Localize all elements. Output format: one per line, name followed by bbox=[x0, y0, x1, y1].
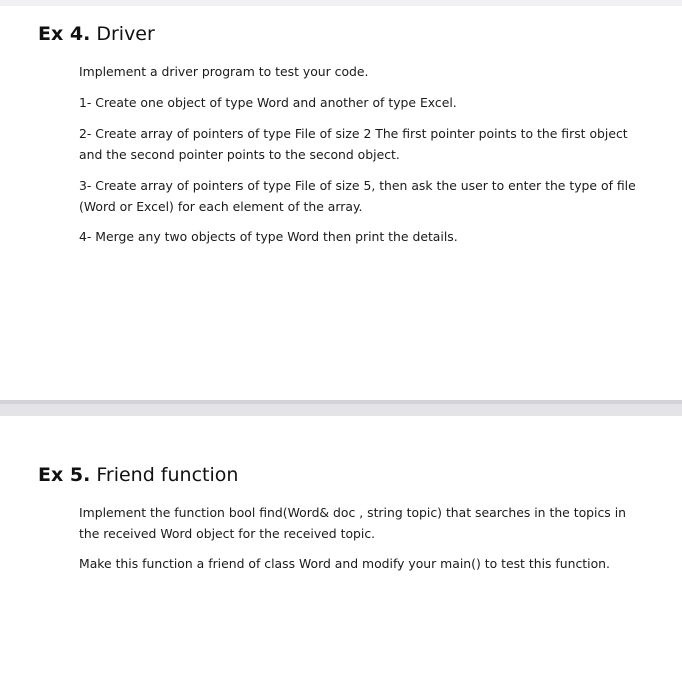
page-ex4 bbox=[0, 6, 682, 400]
ex4-paragraph-step-2: 2- Create array of pointers of type File of size 2 The first pointer points to the first object and the second pointer points to the second object. bbox=[79, 126, 628, 162]
ex5-paragraph-friend: Make this function a friend of class Word and modify your main() to test this function. bbox=[79, 556, 610, 571]
ex5-title: Friend function bbox=[96, 464, 239, 486]
ex4-paragraph-step-3: 3- Create array of pointers of type File of size 5, then ask the user to enter the type of file (Word or Excel) for each element of the array. bbox=[79, 178, 636, 214]
page-separator bbox=[0, 400, 682, 416]
ex4-paragraph-step-4: 4- Merge any two objects of type Word then print the details. bbox=[79, 229, 458, 244]
ex4-label: Ex 4. bbox=[38, 23, 91, 45]
ex4-paragraph-step-1: 1- Create one object of type Word and another of type Excel. bbox=[79, 95, 457, 110]
ex5-heading bbox=[38, 464, 238, 486]
ex5-label: Ex 5. bbox=[38, 464, 91, 486]
ex4-paragraph-intro: Implement a driver program to test your code. bbox=[79, 64, 369, 79]
ex5-paragraph-find: Implement the function bool find(Word& doc , string topic) that searches in the topics in the received Word object for the received topic. bbox=[79, 505, 626, 541]
page-separator-shadow bbox=[0, 400, 682, 404]
ex4-heading bbox=[38, 23, 155, 45]
page-ex5 bbox=[0, 416, 682, 700]
ex4-title: Driver bbox=[96, 23, 155, 45]
